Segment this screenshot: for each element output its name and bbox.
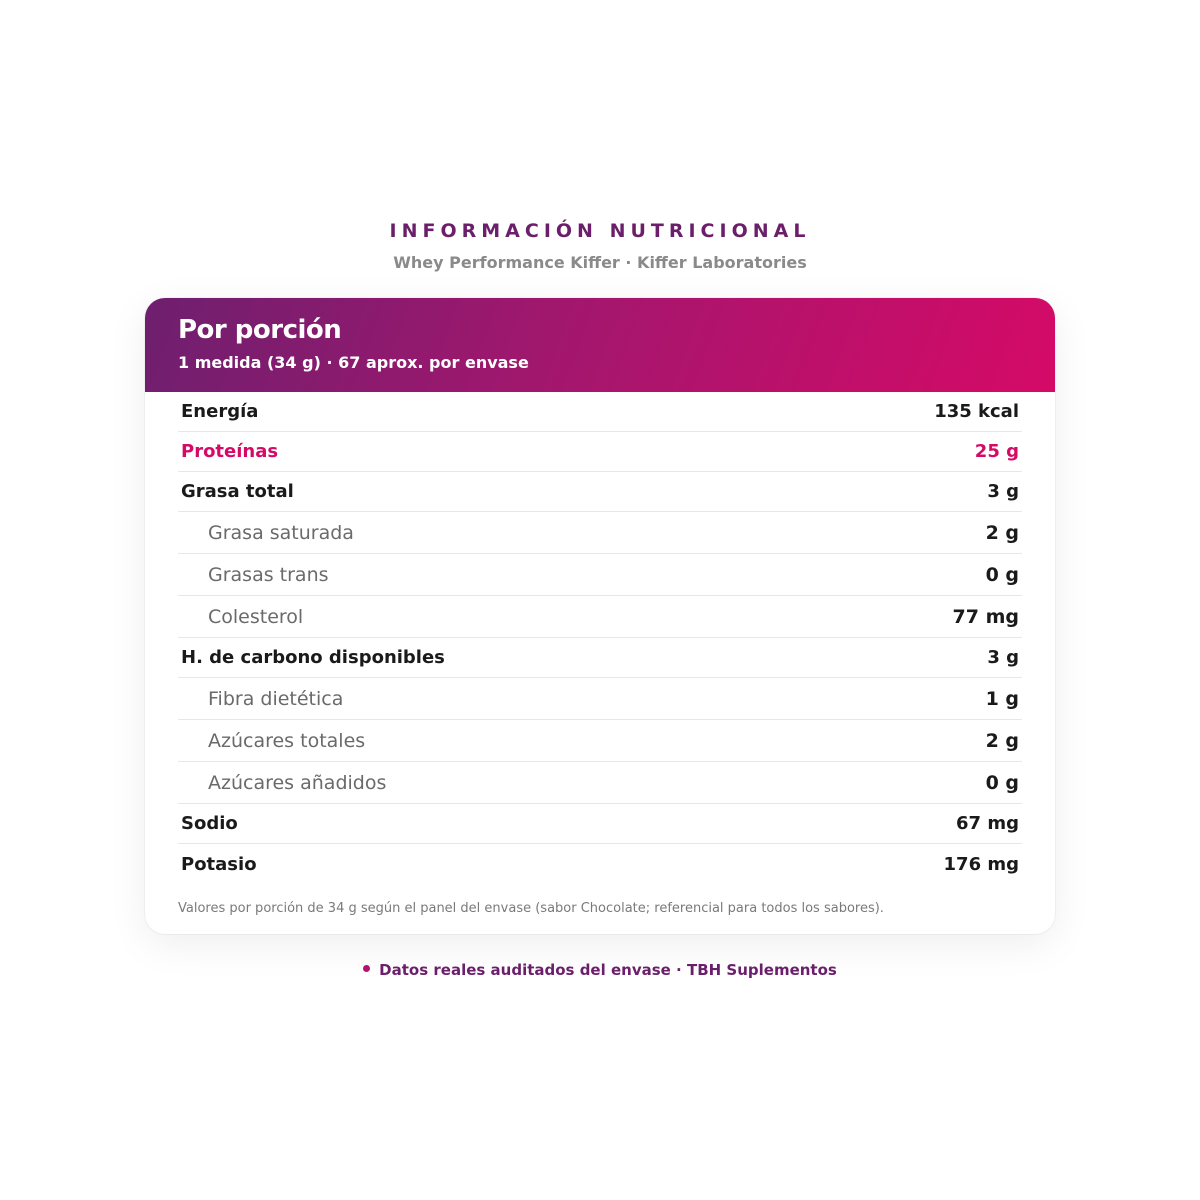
row-value: 77 mg [952,605,1019,628]
row-grasa-total [178,472,1022,512]
row-potasio [178,844,1022,884]
row-colesterol [178,596,1022,638]
row-label: Fibra dietética [208,687,344,710]
row-value: 3 g [987,481,1019,502]
product-subtitle: Whey Performance Kiffer · Kiffer Laboratories [393,253,807,272]
row-value: 176 mg [943,853,1019,875]
row-azucares-anadidos [178,762,1022,804]
row-label: Grasa saturada [208,521,354,544]
row-fibra [178,678,1022,720]
nutrition-card [145,298,1055,934]
row-value: 2 g [985,729,1019,752]
row-value: 135 kcal [934,401,1019,422]
row-grasa-saturada [178,512,1022,554]
row-value: 0 g [985,563,1019,586]
row-label: Grasas trans [208,563,329,586]
row-sodio [178,804,1022,844]
row-energia [178,392,1022,432]
row-value: 1 g [985,687,1019,710]
row-proteinas [178,432,1022,472]
audit-text: Datos reales auditados del envase · TBH Suplementos [379,961,837,979]
row-label: Grasa total [181,481,294,502]
row-value: 67 mg [956,813,1019,834]
row-label: Energía [181,401,259,422]
serving-title: Por porción [178,315,342,345]
row-label: Azúcares añadidos [208,771,387,794]
audit-note [0,961,1200,979]
row-value: 2 g [985,521,1019,544]
row-label: Azúcares totales [208,729,366,752]
row-label: Potasio [181,853,257,875]
row-label: Colesterol [208,605,304,628]
row-label: Proteínas [181,441,279,462]
page-eyebrow: INFORMACIÓN NUTRICIONAL [389,220,811,242]
footnote: Valores por porción de 34 g según el panel del envase (sabor Chocolate; referencial para todos los sabores). [178,901,884,916]
serving-size: 1 medida (34 g) · 67 aprox. por envase [178,353,529,372]
bullet-dot-icon [363,965,370,972]
nutrition-table [145,392,1055,884]
row-label: Sodio [181,813,238,834]
row-azucares-totales [178,720,1022,762]
row-value: 25 g [974,441,1019,462]
card-header [145,298,1055,392]
row-grasas-trans [178,554,1022,596]
row-value: 3 g [987,647,1019,668]
row-value: 0 g [985,771,1019,794]
row-carbohidratos [178,638,1022,678]
row-label: H. de carbono disponibles [181,647,445,668]
